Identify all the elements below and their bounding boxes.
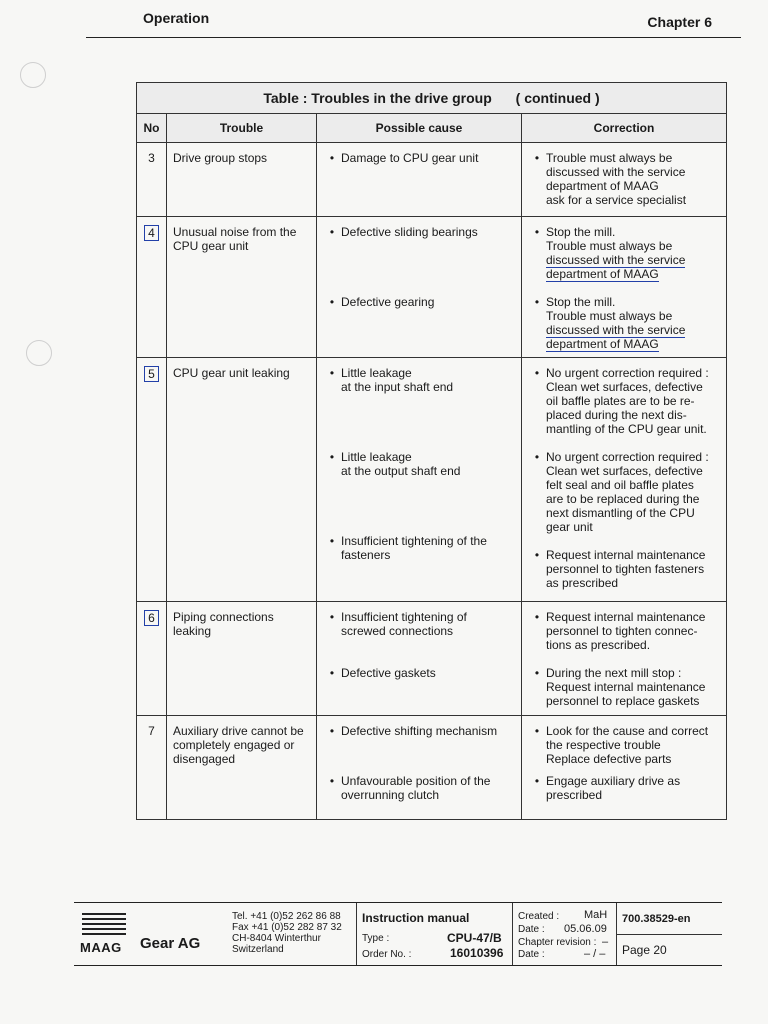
correction-line: the respective trouble	[546, 738, 661, 752]
created-label: Created :	[518, 911, 560, 922]
table-row	[137, 358, 727, 602]
col-header-trouble: Trouble	[167, 114, 317, 143]
row-correction: • Request internal maintenance personnel to tighten connec- tions as prescribed. • During the next mill stop : Request internal maintenance personnel to replace gaskets	[522, 602, 727, 716]
correction-line: personnel to tighten fasteners	[546, 562, 705, 576]
doc-title: Instruction manual	[362, 911, 470, 925]
cause-text: Unfavourable position of the	[341, 774, 491, 788]
row-cause: • Little leakage at the input shaft end • Little leakage at the output shaft end • Insufficient tightening of the fasteners	[317, 358, 522, 602]
correction-line: Engage auxiliary drive as	[546, 774, 681, 788]
troubles-table	[136, 82, 727, 820]
correction-line: ask for a service specialist	[546, 193, 687, 207]
row-number	[137, 217, 167, 358]
document-number: 700.38529-en	[622, 913, 691, 925]
row-correction: • Look for the cause and correct the respective trouble Replace defective parts • Engage auxiliary drive as prescribed	[522, 716, 727, 820]
col-header-no: No	[137, 114, 167, 143]
punch-hole-middle	[26, 340, 52, 366]
correction-line: During the next mill stop :	[546, 666, 682, 680]
row-number: 3	[137, 143, 167, 217]
row-number-marked: 6	[144, 610, 159, 626]
row-number: 7	[137, 716, 167, 820]
row-number	[137, 602, 167, 716]
company-name: Gear AG	[140, 935, 201, 952]
col-header-cause: Possible cause	[317, 114, 522, 143]
row-cause: • Insufficient tightening of screwed connections • Defective gaskets	[317, 602, 522, 716]
footer-hline	[616, 934, 722, 935]
row-cause: • Defective sliding bearings • Defective gearing	[317, 217, 522, 358]
row-correction: • Trouble must always be discussed with the service department of MAAG ask for a service specialist	[522, 143, 727, 217]
row-cause: • Damage to CPU gear unit	[317, 143, 522, 217]
row-trouble: Drive group stops	[167, 143, 317, 217]
revision-label: Chapter revision :	[518, 937, 597, 948]
table-row	[137, 602, 727, 716]
table-title-suffix: ( continued )	[515, 90, 600, 106]
cause-text: at the input shaft end	[341, 380, 454, 394]
correction-line: No urgent correction required :	[546, 450, 709, 464]
row-trouble: CPU gear unit leaking	[167, 358, 317, 602]
correction-line: Request internal maintenance	[546, 610, 706, 624]
col-header-correction: Correction	[522, 114, 727, 143]
cause-text: Little leakage	[341, 366, 412, 380]
header-rule	[86, 37, 741, 38]
footer-divider	[512, 903, 513, 965]
date2-value: – / –	[584, 948, 606, 960]
chapter-title: Chapter 6	[647, 14, 712, 30]
table-title-text: Table : Troubles in the drive group	[263, 90, 492, 106]
table-row	[137, 716, 727, 820]
date-label: Date :	[518, 924, 545, 935]
correction-line: Request internal maintenance	[546, 680, 706, 694]
company-contact	[232, 911, 342, 955]
table-row	[137, 217, 727, 358]
table-row	[137, 143, 727, 217]
punch-hole-top	[20, 62, 46, 88]
cause-text: at the output shaft end	[341, 464, 461, 478]
cause-text: Defective gaskets	[341, 666, 436, 680]
footer-logo-cell	[74, 903, 224, 965]
correction-line: Request internal maintenance	[546, 548, 706, 562]
cause-text: Damage to CPU gear unit	[341, 151, 479, 165]
order-label: Order No. :	[362, 949, 412, 960]
correction-line: discussed with the service	[546, 165, 686, 179]
correction-line: Look for the cause and correct	[546, 724, 709, 738]
correction-line: tions as prescribed.	[546, 638, 651, 652]
date-value: 05.06.09	[564, 923, 607, 935]
cause-text: Defective sliding bearings	[341, 225, 478, 239]
correction-line: department of MAAG	[546, 179, 659, 193]
correction-line: Stop the mill.	[546, 225, 616, 239]
row-number-marked: 5	[144, 366, 159, 382]
contact-line: CH-8404 Winterthur	[232, 933, 321, 944]
cause-text: screwed connections	[341, 624, 454, 638]
type-value: CPU-47/B	[447, 931, 502, 945]
logo-text: MAAG	[80, 940, 122, 955]
contact-line: Switzerland	[232, 944, 284, 955]
correction-line: Replace defective parts	[546, 752, 672, 766]
cause-text: Insufficient tightening of	[341, 610, 467, 624]
revision-value: –	[602, 936, 609, 948]
correction-line-underlined: department of MAAG	[546, 267, 659, 281]
correction-line-underlined: discussed with the service	[546, 323, 686, 337]
correction-line: felt seal and oil baffle plates	[546, 478, 694, 492]
table-title	[137, 83, 727, 114]
correction-line: oil baffle plates are to be re-	[546, 394, 695, 408]
type-label: Type :	[362, 933, 390, 944]
page-number: Page 20	[622, 943, 667, 957]
correction-line: personnel to tighten connec-	[546, 624, 698, 638]
cause-text: Defective gearing	[341, 295, 435, 309]
correction-line: gear unit	[546, 520, 593, 534]
created-value: MaH	[584, 909, 608, 921]
cause-text: Little leakage	[341, 450, 412, 464]
cause-text: Insufficient tightening of the	[341, 534, 487, 548]
section-title: Operation	[143, 10, 210, 26]
correction-line: Clean wet surfaces, defective	[546, 380, 703, 394]
cause-text: overrunning clutch	[341, 788, 440, 802]
correction-line: Trouble must always be	[546, 151, 673, 165]
correction-line: prescribed	[546, 788, 603, 802]
maag-logo-icon	[82, 913, 126, 938]
footer-divider	[356, 903, 357, 965]
correction-line: placed during the next dis-	[546, 408, 687, 422]
correction-line: Stop the mill.	[546, 295, 616, 309]
order-value: 16010396	[450, 946, 504, 960]
cause-text: Defective shifting mechanism	[341, 724, 498, 738]
row-trouble: Unusual noise from the CPU gear unit	[167, 217, 317, 358]
row-correction: • Stop the mill. Trouble must always be discussed with the service department of MAAG • Stop the mill. Trouble must always be discussed with the service department of MAAG	[522, 217, 727, 358]
correction-line: Trouble must always be	[546, 239, 673, 253]
correction-line: are to be replaced during the	[546, 492, 700, 506]
contact-line: Fax +41 (0)52 282 87 32	[232, 922, 342, 933]
contact-line: Tel. +41 (0)52 262 86 88	[232, 911, 341, 922]
correction-line-underlined: discussed with the service	[546, 253, 686, 267]
row-trouble: Piping connections leaking	[167, 602, 317, 716]
row-cause: • Defective shifting mechanism • Unfavourable position of the overrunning clutch	[317, 716, 522, 820]
correction-line: mantling of the CPU gear unit.	[546, 422, 707, 436]
row-number-marked: 4	[144, 225, 159, 241]
row-number	[137, 358, 167, 602]
correction-line: Trouble must always be	[546, 309, 673, 323]
row-correction: • No urgent correction required : Clean wet surfaces, defective oil baffle plates are to be re- placed during the next dis- mantling of the CPU gear unit. • No urgent correction required : Clean wet surfaces, defective felt seal and oil baffle plates are to be replaced during the next dismantling of the CPU gear unit • Request internal maintenance personnel to tighten fasteners as prescribed	[522, 358, 727, 602]
row-trouble: Auxiliary drive cannot be completely engaged or disengaged	[167, 716, 317, 820]
correction-line: No urgent correction required :	[546, 366, 709, 380]
footer-title-block	[74, 902, 722, 966]
correction-line: personnel to replace gaskets	[546, 694, 700, 708]
cause-text: fasteners	[341, 548, 391, 562]
correction-line: as prescribed	[546, 576, 619, 590]
correction-line: next dismantling of the CPU	[546, 506, 695, 520]
table-header-row	[137, 114, 727, 143]
correction-line-underlined: department of MAAG	[546, 337, 659, 351]
correction-line: Clean wet surfaces, defective	[546, 464, 703, 478]
date2-label: Date :	[518, 949, 545, 960]
